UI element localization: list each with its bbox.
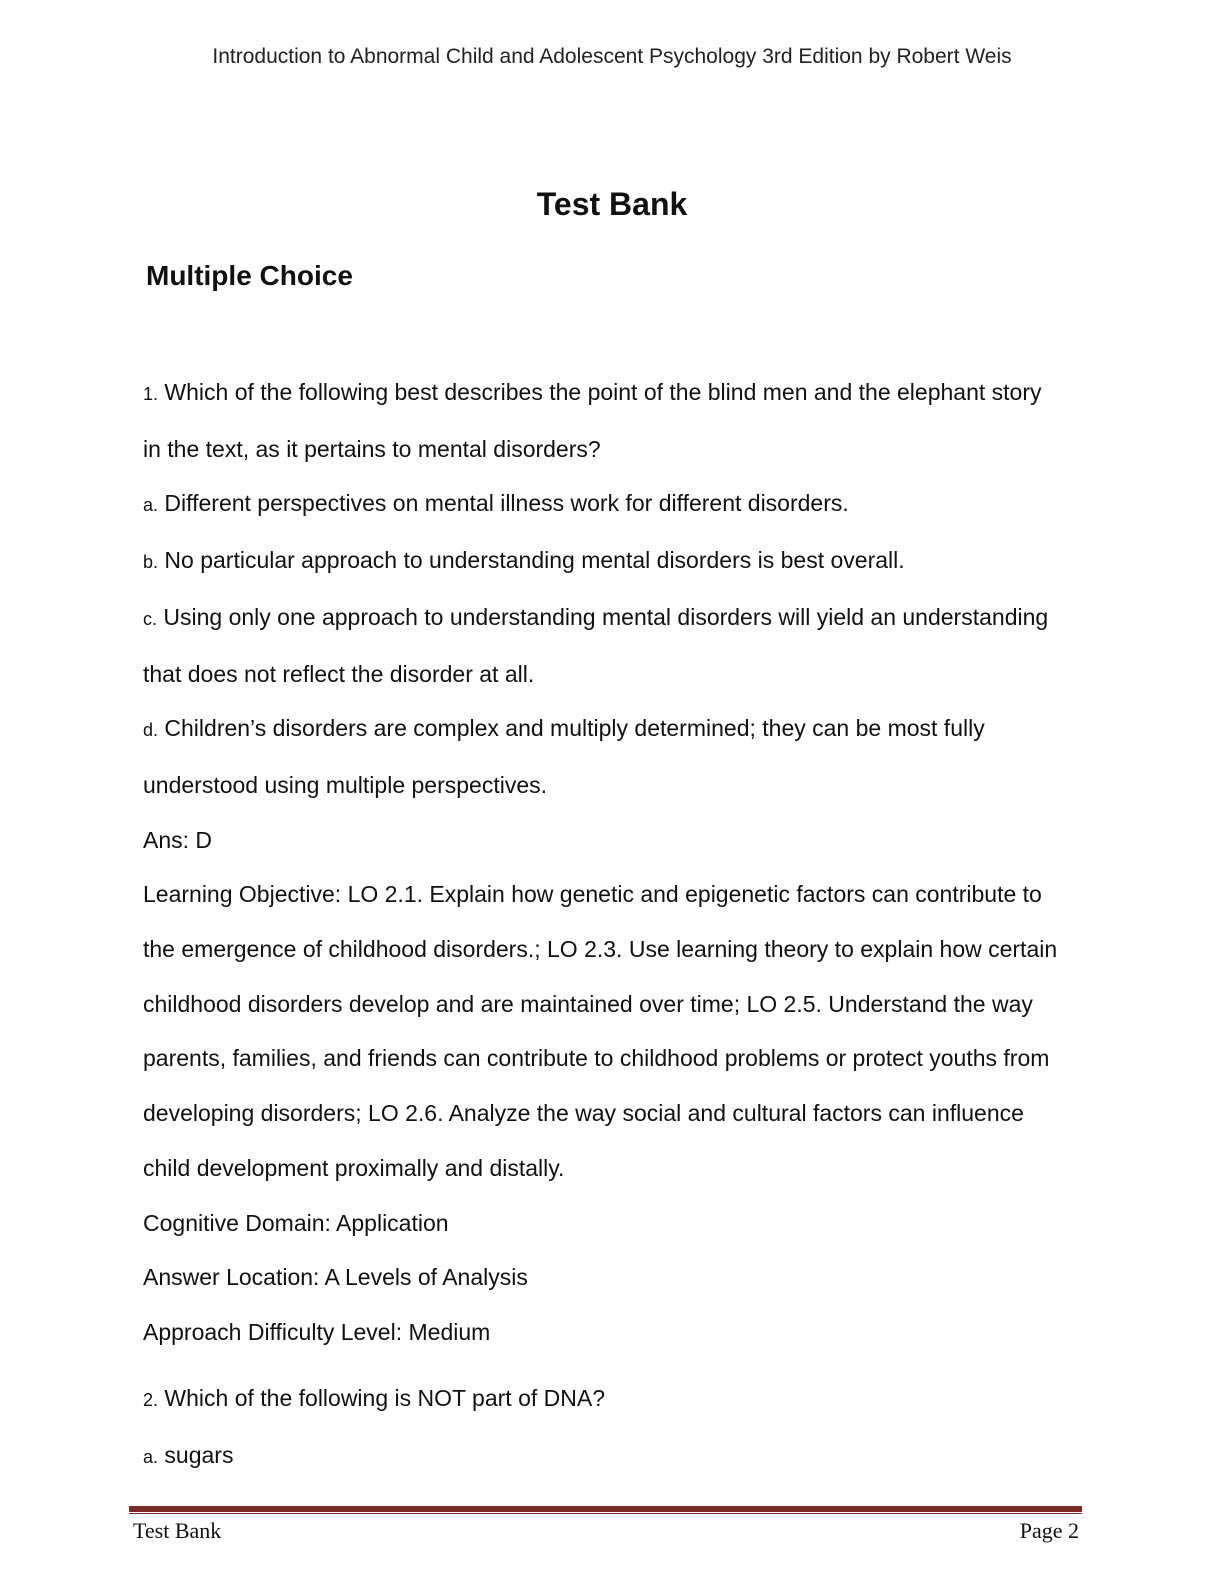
answer-key: Ans: D (143, 826, 213, 853)
option-letter: d. (143, 720, 159, 741)
question-1 (143, 365, 1063, 1360)
question-stem (143, 365, 1063, 476)
question-2 (143, 1371, 1063, 1484)
learning-objective: Learning Objective: LO 2.1. Explain how genetic and epigenetic factors can contribute to the emergence of childhood disorders.; LO 2.3. Use learning theory to explain how certain childhood disorders develop and are maintained over time; LO 2.5. Understand the way parents, families, and friends can contribute to childhood problems or protect youths from developing disorders; LO 2.6. Analyze the way social and cultural factors can influence child development proximally and distally. (143, 881, 1058, 1181)
question-stem (143, 1371, 1063, 1428)
question-text: Which of the following is NOT part of DNA? (158, 1385, 605, 1411)
section-heading: Multiple Choice (146, 260, 353, 291)
page-number: Page 2 (1019, 1518, 1079, 1543)
running-header: Introduction to Abnormal Child and Adolescent Psychology 3rd Edition by Robert Weis (212, 45, 1012, 68)
answer-option-a (143, 1428, 1063, 1485)
difficulty-level: Approach Difficulty Level: Medium (143, 1318, 491, 1345)
footer-rule-thin (129, 1513, 1082, 1514)
answer-location: Answer Location: A Levels of Analysis (143, 1264, 528, 1291)
footer-label: Test Bank (133, 1518, 222, 1543)
question-number: 2. (143, 1390, 159, 1410)
option-text: sugars (158, 1441, 234, 1468)
option-letter: c. (143, 608, 158, 629)
cognitive-domain: Cognitive Domain: Application (143, 1209, 449, 1236)
option-letter: a. (143, 1446, 159, 1467)
option-letter: b. (143, 552, 159, 573)
answer-option-b (143, 533, 1063, 590)
option-text: Children’s disorders are complex and multiply determined; they can be most fully understood using multiple perspectives. (143, 715, 985, 798)
answer-option-d (143, 701, 1063, 812)
option-letter: a. (143, 495, 159, 516)
document-title: Test Bank (536, 186, 688, 222)
option-text: Different perspectives on mental illness work for different disorders. (158, 490, 849, 517)
question-text: Which of the following best describes the point of the blind men and the elephant story in the text, as it pertains to mental disorders? (143, 379, 1042, 462)
answer-option-a (143, 476, 1063, 533)
option-text: No particular approach to understanding mental disorders is best overall. (158, 547, 905, 574)
answer-option-c (143, 590, 1063, 701)
option-text: Using only one approach to understanding mental disorders will yield an understanding that does not reflect the disorder at all. (143, 603, 1049, 687)
question-number: 1. (143, 384, 159, 404)
footer-rule (129, 1506, 1082, 1512)
